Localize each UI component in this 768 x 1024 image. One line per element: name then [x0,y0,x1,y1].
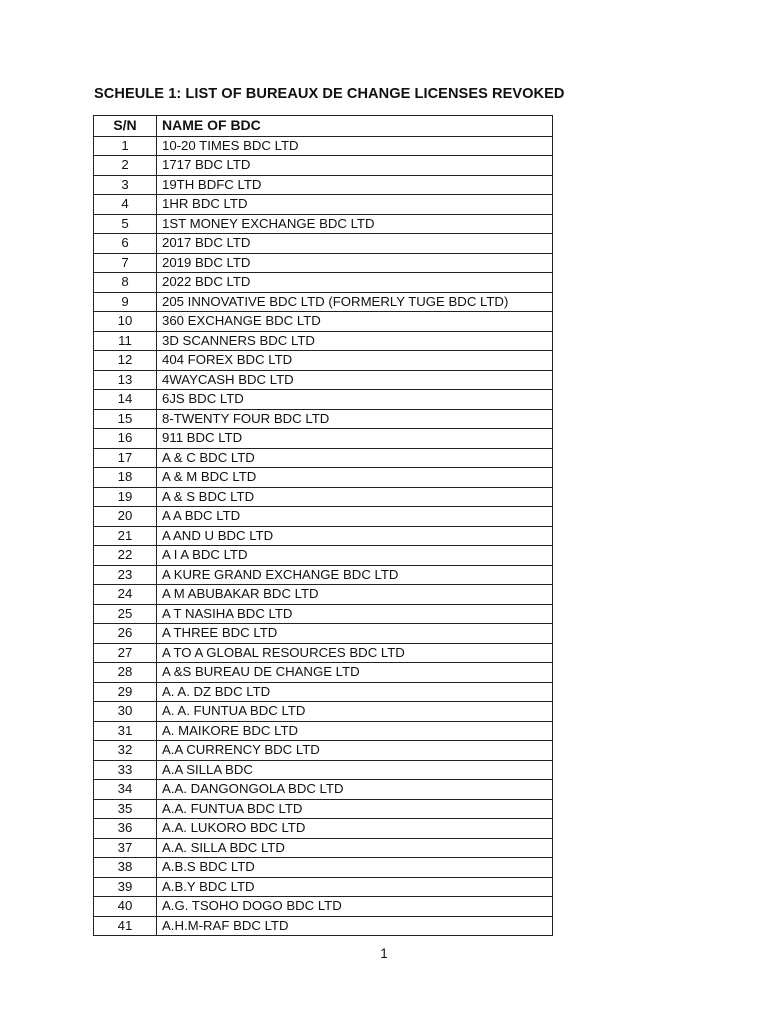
row-serial-number: 34 [94,780,157,800]
row-bdc-name: A I A BDC LTD [157,546,553,566]
page-number: 1 [380,946,388,961]
row-serial-number: 3 [94,175,157,195]
table-row [94,877,553,897]
row-serial-number: 12 [94,351,157,371]
table-row [94,175,553,195]
row-bdc-name: 2017 BDC LTD [157,234,553,254]
row-serial-number: 5 [94,214,157,234]
table-row [94,234,553,254]
row-bdc-name: 2022 BDC LTD [157,273,553,293]
row-bdc-name: A.A CURRENCY BDC LTD [157,741,553,761]
table-row [94,370,553,390]
row-serial-number: 6 [94,234,157,254]
table-row [94,409,553,429]
table-row [94,916,553,936]
row-bdc-name: 19TH BDFC LTD [157,175,553,195]
table-row [94,604,553,624]
row-serial-number: 32 [94,741,157,761]
row-bdc-name: A & S BDC LTD [157,487,553,507]
page-title: SCHEULE 1: LIST OF BUREAUX DE CHANGE LICENSES REVOKED [94,86,565,102]
table-row [94,487,553,507]
row-serial-number: 25 [94,604,157,624]
table-row [94,331,553,351]
table-row [94,390,553,410]
table-row [94,292,553,312]
table-header-row [94,116,553,137]
row-serial-number: 37 [94,838,157,858]
row-serial-number: 21 [94,526,157,546]
row-bdc-name: A. A. FUNTUA BDC LTD [157,702,553,722]
table-row [94,721,553,741]
row-serial-number: 29 [94,682,157,702]
row-bdc-name: A.B.S BDC LTD [157,858,553,878]
table-row [94,136,553,156]
table-row [94,760,553,780]
row-serial-number: 28 [94,663,157,683]
row-serial-number: 15 [94,409,157,429]
row-bdc-name: A.A. SILLA BDC LTD [157,838,553,858]
row-bdc-name: A.A. LUKORO BDC LTD [157,819,553,839]
row-serial-number: 11 [94,331,157,351]
row-serial-number: 22 [94,546,157,566]
row-serial-number: 20 [94,507,157,527]
table-row [94,624,553,644]
table-row [94,273,553,293]
row-bdc-name: A.A. FUNTUA BDC LTD [157,799,553,819]
row-serial-number: 10 [94,312,157,332]
row-bdc-name: A THREE BDC LTD [157,624,553,644]
row-serial-number: 16 [94,429,157,449]
table-row [94,838,553,858]
table-row [94,565,553,585]
row-serial-number: 40 [94,897,157,917]
row-bdc-name: A KURE GRAND EXCHANGE BDC LTD [157,565,553,585]
row-serial-number: 4 [94,195,157,215]
table-row [94,780,553,800]
row-serial-number: 24 [94,585,157,605]
row-bdc-name: 2019 BDC LTD [157,253,553,273]
table-row [94,546,553,566]
table-row [94,663,553,683]
table-row [94,429,553,449]
table-row [94,819,553,839]
name-column-header: NAME OF BDC [157,116,553,137]
table-row [94,468,553,488]
row-bdc-name: A & C BDC LTD [157,448,553,468]
row-bdc-name: A & M BDC LTD [157,468,553,488]
row-bdc-name: 1ST MONEY EXCHANGE BDC LTD [157,214,553,234]
row-bdc-name: 4WAYCASH BDC LTD [157,370,553,390]
row-bdc-name: 205 INNOVATIVE BDC LTD (FORMERLY TUGE BDC LTD) [157,292,553,312]
row-serial-number: 31 [94,721,157,741]
table-row [94,702,553,722]
row-bdc-name: A &S BUREAU DE CHANGE LTD [157,663,553,683]
row-bdc-name: A.H.M-RAF BDC LTD [157,916,553,936]
row-bdc-name: A.A SILLA BDC [157,760,553,780]
row-bdc-name: A TO A GLOBAL RESOURCES BDC LTD [157,643,553,663]
row-serial-number: 18 [94,468,157,488]
table-row [94,214,553,234]
row-bdc-name: A A BDC LTD [157,507,553,527]
table-row [94,448,553,468]
row-bdc-name: A.B.Y BDC LTD [157,877,553,897]
row-serial-number: 19 [94,487,157,507]
row-serial-number: 35 [94,799,157,819]
row-serial-number: 2 [94,156,157,176]
row-serial-number: 41 [94,916,157,936]
table-row [94,156,553,176]
row-serial-number: 14 [94,390,157,410]
row-bdc-name: A. A. DZ BDC LTD [157,682,553,702]
row-serial-number: 1 [94,136,157,156]
row-serial-number: 26 [94,624,157,644]
table-row [94,897,553,917]
table-row [94,351,553,371]
row-serial-number: 17 [94,448,157,468]
row-bdc-name: 6JS BDC LTD [157,390,553,410]
row-serial-number: 36 [94,819,157,839]
row-bdc-name: A.G. TSOHO DOGO BDC LTD [157,897,553,917]
row-serial-number: 33 [94,760,157,780]
row-serial-number: 9 [94,292,157,312]
row-bdc-name: 3D SCANNERS BDC LTD [157,331,553,351]
table-row [94,682,553,702]
table-body [94,136,553,936]
row-serial-number: 8 [94,273,157,293]
row-serial-number: 27 [94,643,157,663]
table-row [94,526,553,546]
row-bdc-name: A T NASIHA BDC LTD [157,604,553,624]
row-bdc-name: 10-20 TIMES BDC LTD [157,136,553,156]
row-bdc-name: 360 EXCHANGE BDC LTD [157,312,553,332]
row-serial-number: 30 [94,702,157,722]
row-bdc-name: 8-TWENTY FOUR BDC LTD [157,409,553,429]
row-bdc-name: 1717 BDC LTD [157,156,553,176]
table-row [94,312,553,332]
row-bdc-name: 404 FOREX BDC LTD [157,351,553,371]
row-bdc-name: 1HR BDC LTD [157,195,553,215]
row-bdc-name: A M ABUBAKAR BDC LTD [157,585,553,605]
table-row [94,858,553,878]
table-row [94,799,553,819]
row-serial-number: 7 [94,253,157,273]
row-bdc-name: A.A. DANGONGOLA BDC LTD [157,780,553,800]
row-serial-number: 13 [94,370,157,390]
sn-column-header: S/N [94,116,157,137]
row-bdc-name: A. MAIKORE BDC LTD [157,721,553,741]
table-row [94,195,553,215]
table-row [94,253,553,273]
table-row [94,741,553,761]
row-bdc-name: 911 BDC LTD [157,429,553,449]
row-serial-number: 38 [94,858,157,878]
table-row [94,643,553,663]
row-serial-number: 23 [94,565,157,585]
table-row [94,507,553,527]
row-serial-number: 39 [94,877,157,897]
table-row [94,585,553,605]
row-bdc-name: A AND U BDC LTD [157,526,553,546]
bdc-license-table [93,115,553,936]
